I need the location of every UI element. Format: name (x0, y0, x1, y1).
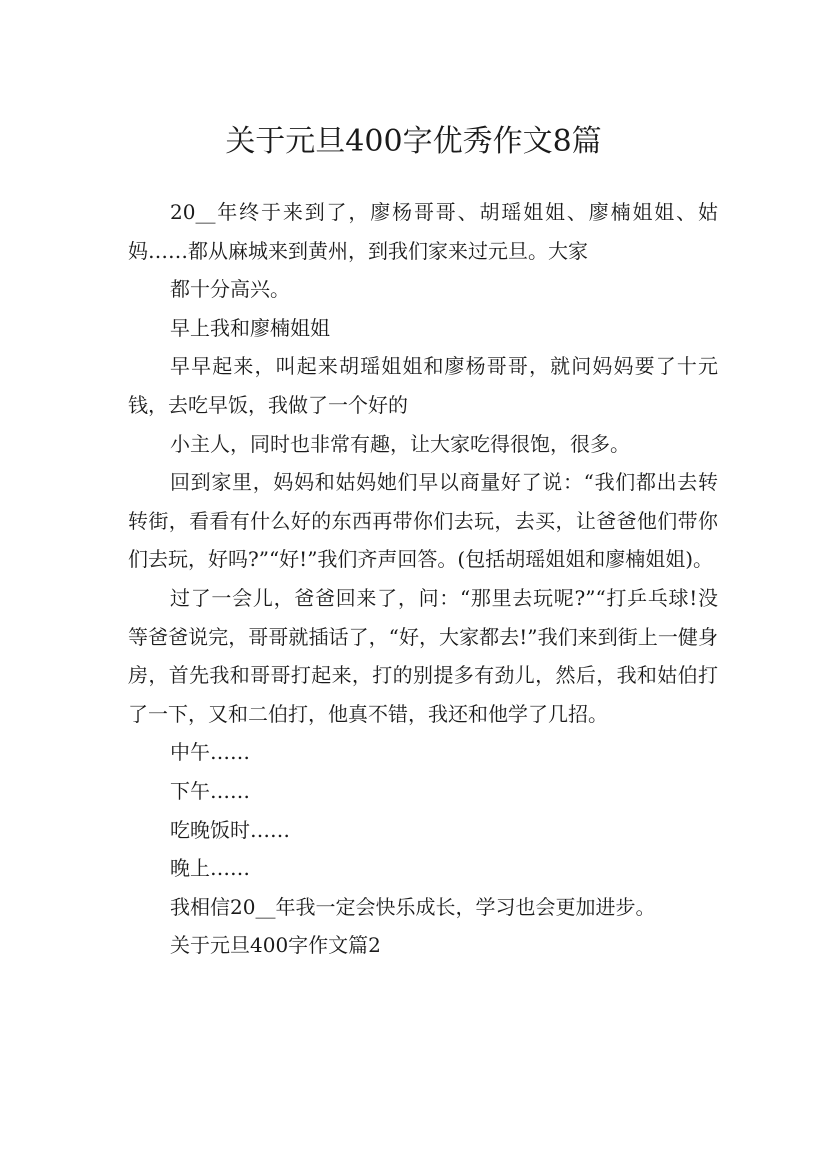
paragraph: 过了一会儿，爸爸回来了，问：“那里去玩呢?”“打乒乓球!没等爸爸说完，哥哥就插话了，“好，大家都去!”我们来到街上一健身房，首先我和哥哥打起来，打的别提多有劲儿，然后，我和姑伯打了一下，又和二伯打，他真不错，我还和他学了几招。 (128, 585, 718, 726)
document-title: 关于元旦400字优秀作文8篇 (225, 124, 602, 160)
document-body (128, 193, 718, 965)
paragraph: 回到家里，妈妈和姑妈她们早以商量好了说：“我们都出去转转街，看看有什么好的东西再带你们去玩，去买，让爸爸他们带你们去玩，好吗?”“好!”我们齐声回答。(包括胡瑶姐姐和廖楠姐姐)。 (128, 470, 718, 572)
paragraph: 早早起来，叫起来胡瑶姐姐和廖杨哥哥，就问妈妈要了十元钱，去吃早饭，我做了一个好的 (128, 354, 718, 417)
section-heading: 关于元旦400字作文篇2 (170, 933, 381, 958)
paragraph: 都十分高兴。 (170, 277, 290, 302)
paragraph: 中午…… (170, 740, 250, 765)
paragraph: 吃晚饭时…… (170, 817, 290, 842)
paragraph: 早上我和廖楠姐姐 (170, 315, 330, 340)
paragraph: 下午…… (170, 778, 250, 803)
paragraph: 小主人，同时也非常有趣，让大家吃得很饱，很多。 (170, 431, 630, 456)
paragraph: 我相信20__年我一定会快乐成长，学习也会更加进步。 (170, 894, 656, 919)
paragraph: 晚上…… (170, 856, 250, 881)
paragraph: 20__年终于来到了，廖杨哥哥、胡瑶姐姐、廖楠姐姐、姑妈……都从麻城来到黄州，到我们家来过元旦。大家 (128, 200, 718, 263)
